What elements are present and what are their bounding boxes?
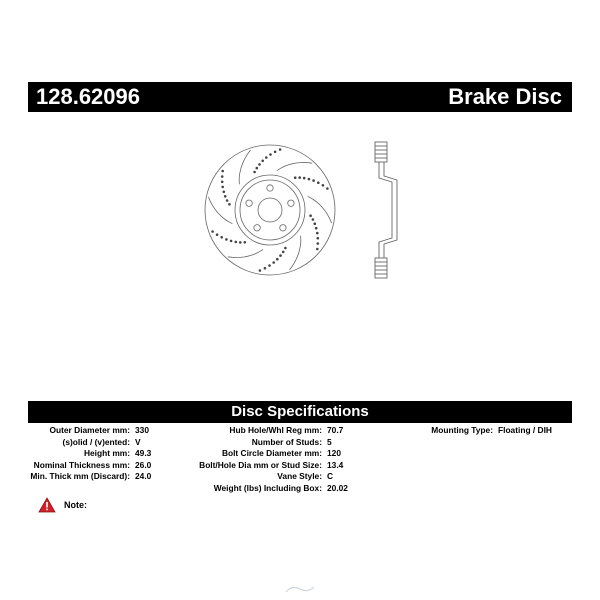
spec-label: Nominal Thickness mm: (33, 459, 130, 470)
stud-hole (267, 185, 273, 191)
drill-hole (261, 160, 264, 163)
drill-hole (265, 156, 268, 159)
spec-row (0, 459, 344, 472)
drill-hole (276, 258, 279, 261)
spec-row (0, 436, 332, 449)
drill-hole (221, 186, 224, 189)
spec-value: V (135, 436, 141, 447)
spec-label: Outer Diameter mm: (49, 425, 130, 435)
drill-hole (317, 181, 320, 184)
side-bottom-friction (375, 258, 387, 278)
brake-disc-drawing (0, 120, 600, 290)
spec-section-bar (28, 401, 572, 423)
stud-hole (280, 225, 286, 231)
drill-hole (312, 218, 315, 221)
drill-hole (308, 178, 311, 181)
drill-hole (211, 230, 214, 233)
disc-side-view (375, 142, 397, 278)
slots (208, 150, 331, 270)
drill-hole (268, 264, 271, 267)
drill-hole (312, 179, 315, 182)
spec-value: 49.3 (135, 448, 152, 459)
spec-label: Mounting Type: (431, 425, 493, 435)
spec-label: Min. Thick mm (Discard): (30, 471, 130, 482)
spec-section-title: Disc Specifications (231, 403, 369, 420)
drill-hole (216, 233, 219, 236)
drill-hole (284, 247, 287, 250)
drill-hole (279, 148, 282, 151)
spec-value: 70.7 (327, 425, 344, 435)
drill-hole (309, 214, 312, 217)
drill-hole (220, 236, 223, 239)
spec-value: C (327, 471, 334, 482)
spec-value: 5 (327, 436, 332, 447)
disc-outer-edge (205, 145, 335, 275)
drill-hole (228, 203, 231, 206)
spec-value: Floating / DIH (498, 425, 552, 435)
stud-hole (254, 225, 260, 231)
spec-label: Height mm: (83, 448, 130, 459)
drill-hole (221, 175, 224, 178)
drill-hole (314, 222, 317, 225)
drill-hole (316, 232, 319, 235)
drill-hole (279, 254, 282, 257)
drill-hole (294, 176, 297, 179)
disc-hat-inner (240, 180, 300, 240)
note (38, 497, 87, 513)
drill-hole (253, 171, 256, 174)
drill-hole (230, 240, 233, 243)
stud-hole (246, 200, 252, 206)
slot (308, 196, 332, 223)
drill-hole (235, 241, 238, 244)
spec-row (0, 448, 341, 460)
drill-hole (274, 151, 277, 154)
stud-holes (246, 185, 294, 231)
part-number: 128.62096 (36, 84, 140, 109)
drill-hole (264, 267, 267, 270)
drill-hole (315, 227, 318, 230)
slot (208, 197, 232, 224)
spec-value: 13.4 (327, 459, 344, 470)
spec-label: Weight (lbs) Including Box: (213, 482, 322, 493)
drill-hole (269, 153, 272, 156)
drill-hole (255, 167, 258, 170)
drill-hole (239, 241, 242, 244)
drill-hole (225, 238, 228, 241)
drill-hole (258, 163, 261, 166)
spec-value: 20.02 (327, 482, 348, 493)
drill-hole (223, 191, 226, 194)
drill-hole (272, 261, 275, 264)
drill-hole (221, 181, 224, 184)
note-label: Note: (64, 500, 87, 510)
spec-value: 120 (327, 448, 341, 459)
disc-hat-edge (235, 175, 305, 245)
disc-front-view (205, 145, 335, 275)
hub-hole (258, 198, 282, 222)
spec-label: Vane Style: (277, 471, 322, 482)
drill-hole (226, 199, 229, 202)
drill-hole (322, 184, 325, 187)
watermark-logo-icon (284, 584, 316, 594)
drill-hole (303, 177, 306, 180)
drill-hole (259, 269, 262, 272)
title-bar (28, 82, 572, 112)
drill-hole (316, 248, 319, 251)
drill-hole (326, 187, 329, 190)
drill-hole (317, 237, 320, 240)
drill-hole (221, 170, 224, 173)
drill-hole (224, 195, 227, 198)
spec-label: Bolt Circle Diameter mm: (221, 448, 322, 459)
side-hat-inner (384, 162, 397, 258)
drill-hole (298, 176, 301, 179)
drill-hole (282, 251, 285, 254)
drill-hole (244, 241, 247, 244)
slot (290, 236, 301, 270)
spec-label: Number of Studs: (251, 436, 322, 447)
stud-hole (288, 200, 294, 206)
spec-value: 24.0 (135, 471, 152, 482)
spec-row (0, 471, 334, 483)
warning-triangle-icon (38, 497, 56, 513)
spec-row (0, 482, 348, 495)
slot (228, 249, 263, 257)
side-top-friction (375, 142, 387, 162)
slot (277, 163, 312, 171)
slot (239, 150, 250, 184)
drill-hole (317, 242, 320, 245)
spec-value: 330 (135, 425, 149, 435)
spec-value: 26.0 (135, 459, 152, 470)
spec-row (0, 425, 552, 437)
spec-label: Hub Hole/Whl Reg mm: (229, 425, 322, 435)
drill-holes (211, 148, 328, 272)
spec-column-3 (0, 425, 552, 437)
spec-label: Bolt/Hole Dia mm or Stud Size: (199, 459, 322, 470)
product-category: Brake Disc (448, 84, 562, 109)
spec-label: (s)olid / (v)ented: (62, 436, 130, 447)
